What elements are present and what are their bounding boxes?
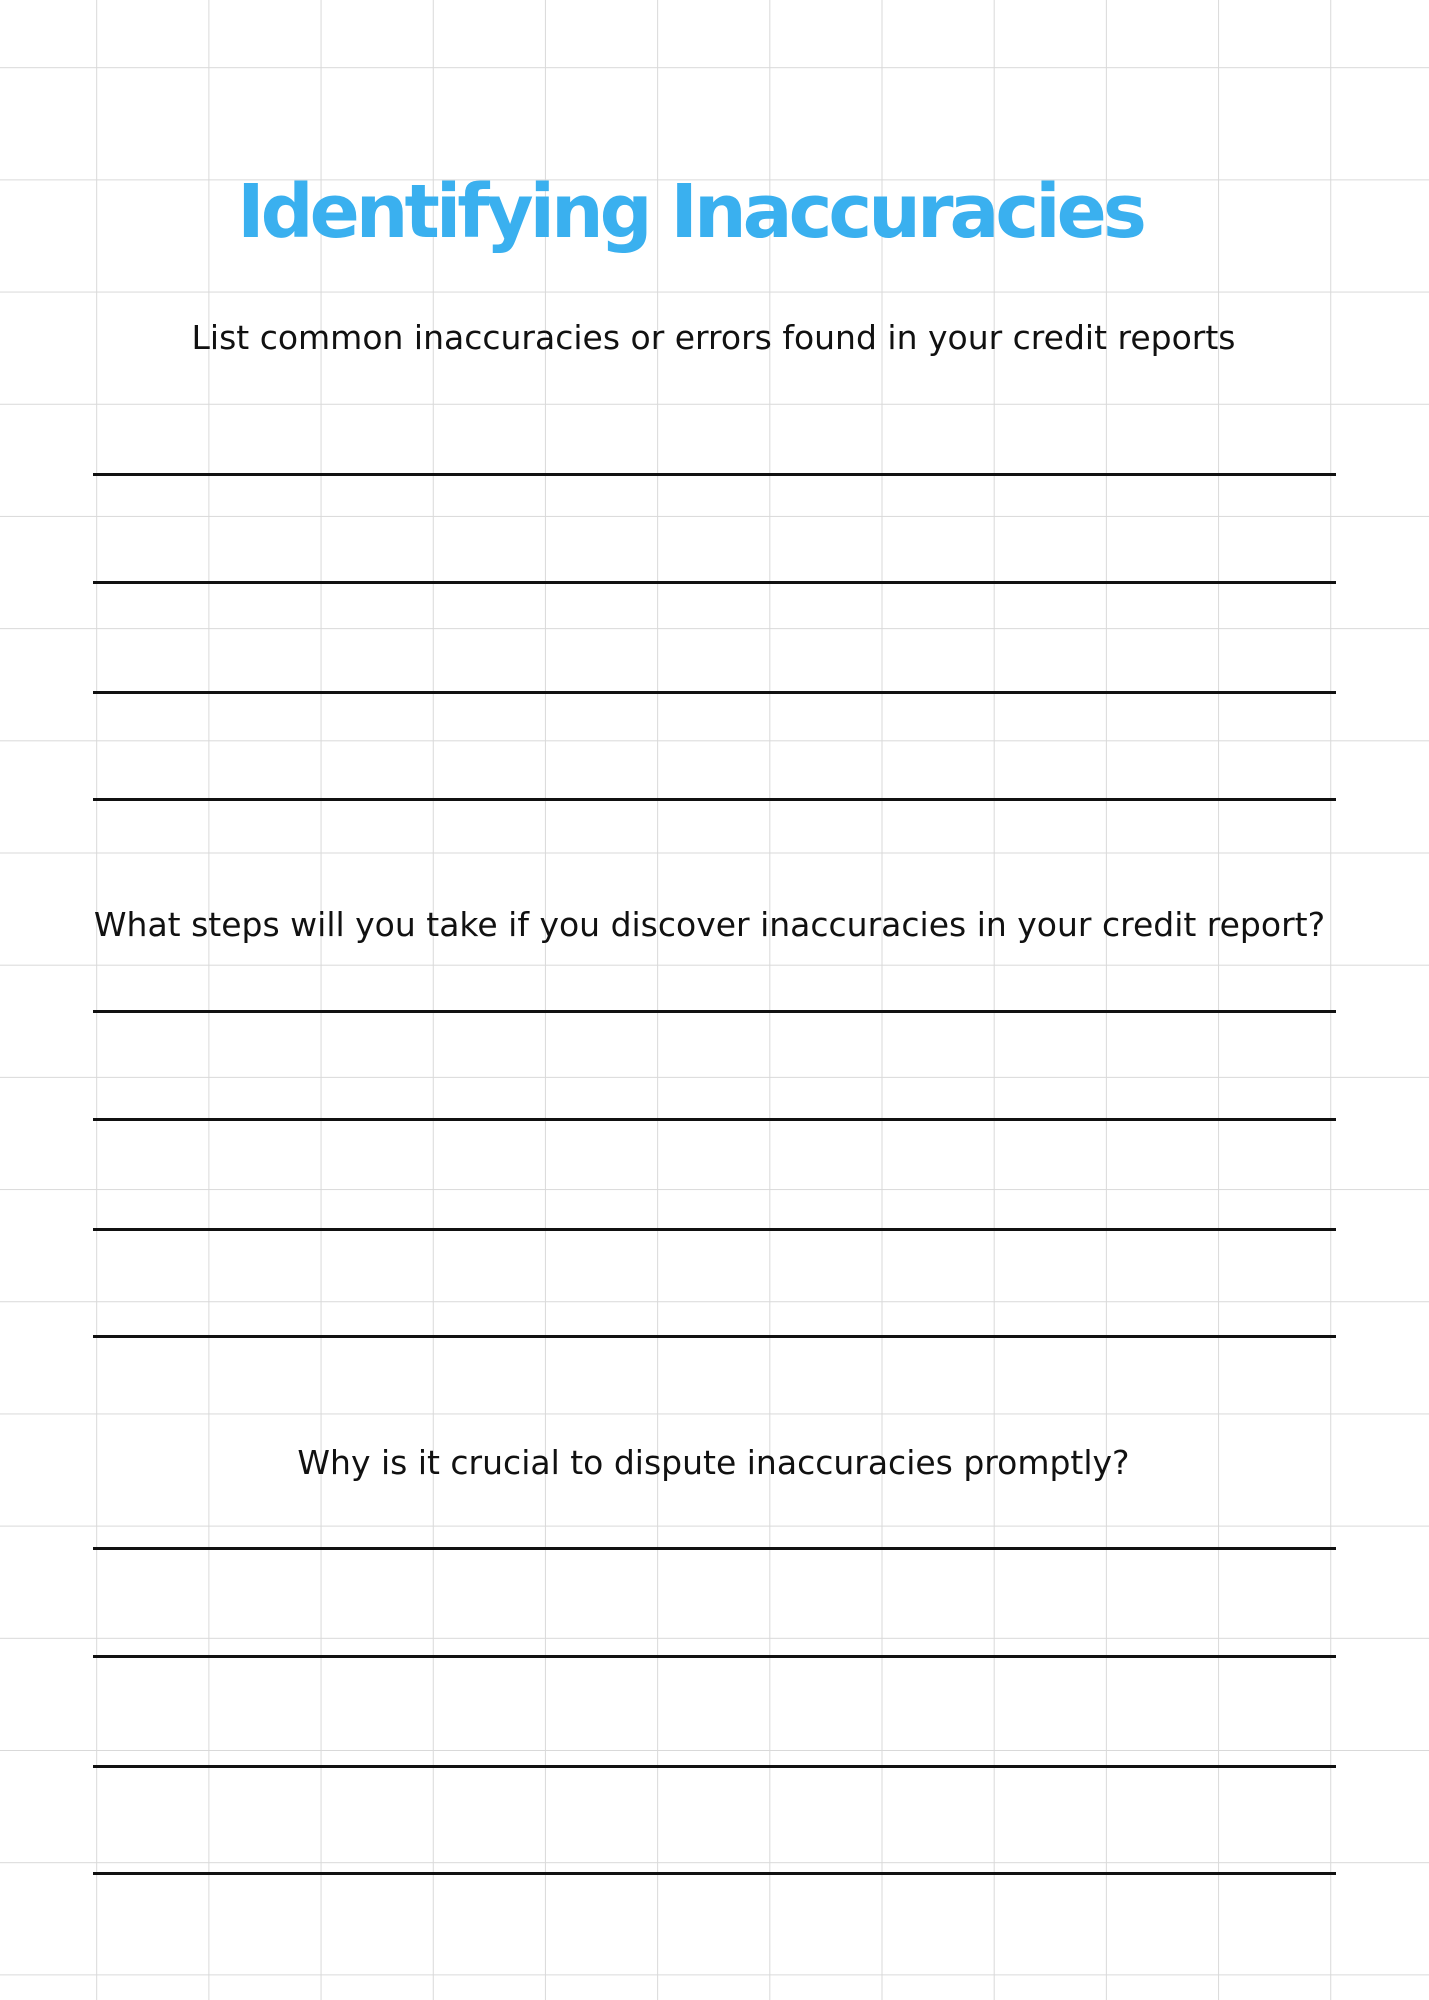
page-title: Identifying Inaccuracies <box>237 168 1143 255</box>
question-1-answer-line[interactable] <box>93 581 1336 584</box>
question-3-answer-line[interactable] <box>93 1765 1336 1768</box>
question-1-answer-line[interactable] <box>93 691 1336 694</box>
question-1-answer-line[interactable] <box>93 473 1336 476</box>
question-2-answer-line[interactable] <box>93 1118 1336 1121</box>
question-2-answer-line[interactable] <box>93 1228 1336 1231</box>
question-3-answer-line[interactable] <box>93 1655 1336 1658</box>
question-2-answer-line[interactable] <box>93 1335 1336 1338</box>
question-3-answer-line[interactable] <box>93 1872 1336 1875</box>
question-3-prompt: Why is it crucial to dispute inaccuracies promptly? <box>297 1443 1130 1482</box>
question-1-answer-line[interactable] <box>93 798 1336 801</box>
question-1-prompt: List common inaccuracies or errors found in your credit reports <box>191 318 1236 357</box>
question-3-answer-line[interactable] <box>93 1547 1336 1550</box>
question-2-answer-line[interactable] <box>93 1010 1336 1013</box>
question-2-prompt: What steps will you take if you discover inaccuracies in your credit report? <box>93 905 1326 944</box>
